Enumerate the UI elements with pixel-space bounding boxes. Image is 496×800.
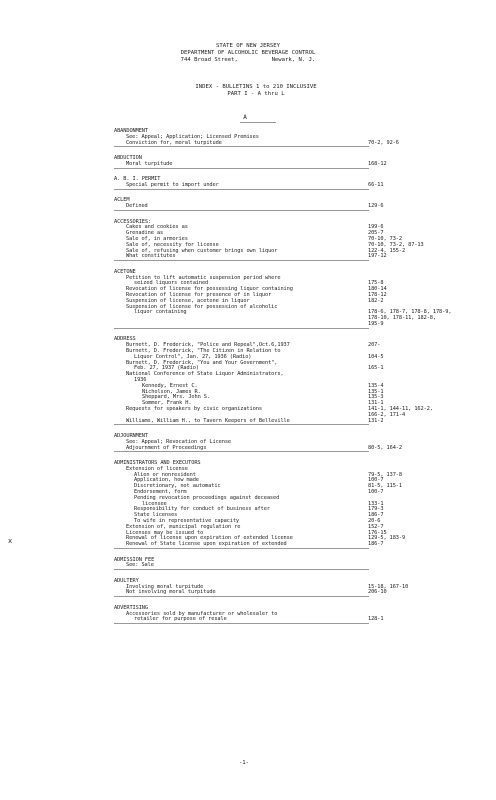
index-entry: Revocation of license for presence of in liquor (126, 292, 272, 298)
index-entry: Adjournment of Proceedings (126, 444, 207, 451)
index-entry: Special permit to import under (126, 182, 219, 188)
index-entry: Sale of, necessity for license (126, 241, 219, 248)
index-part: PART I - A thru L (227, 91, 285, 97)
index-page-ref: 70-2, 92-6 (368, 139, 399, 146)
index-heading: ABANDONMENT (114, 128, 148, 134)
index-entry: Liquor Control", Jan. 27, 1936 (Radio) (134, 353, 252, 360)
index-entry: Sale of, refusing when customer brings own liquor (126, 247, 278, 254)
index-entry: Sommer, Frank H. (142, 400, 192, 407)
index-entry: Petition to lift automatic suspension period where (126, 274, 281, 281)
index-entry: Defined (126, 203, 148, 210)
index-heading: ADMINISTRATORS AND EXECUTORS (114, 460, 201, 466)
index-page-ref: 182-2 (368, 297, 384, 304)
section-divider (114, 623, 369, 624)
index-page-ref: 122-4, 155-2 (368, 247, 406, 254)
page-number: -1- (238, 760, 250, 766)
section-divider (114, 168, 369, 169)
index-entry: licensee (142, 500, 167, 507)
index-heading: ACCESSORIES: (114, 218, 152, 225)
index-page-ref: 70-10, 73-2 (368, 236, 402, 242)
index-heading: ACETONE (114, 268, 136, 275)
index-entry: Extension of, municipal regulation re (126, 523, 241, 530)
index-page-ref: 133-1 (368, 500, 384, 507)
index-page-ref: 15-18, 167-10 (368, 583, 409, 590)
index-page-ref: 70-10, 73-2, 87-13 (368, 241, 424, 248)
index-heading: ABDUCTION (114, 155, 142, 161)
index-page-ref: 81-5, 115-1 (368, 483, 402, 490)
index-entry: Extension of license (126, 465, 188, 472)
index-title: INDEX - BULLETINS 1 to 210 INCLUSIVE (195, 84, 317, 90)
index-entry: National Conference of State Liquor Administrators, (126, 371, 284, 378)
index-page-ref: 205-7 (368, 230, 384, 237)
index-page-ref: 129-5, 183-9 (368, 535, 406, 542)
header-address: 744 Broad Street, Newark, N. J. (180, 57, 316, 63)
index-entry: Accessories sold by manufacturer or wholesaler to (126, 610, 278, 617)
index-heading: A. B. I. PERMIT (114, 176, 161, 183)
index-entry: Renewal of license upon expiration of extended license (126, 535, 293, 542)
index-entry: Kennedy, Ernest C. (142, 382, 198, 389)
index-page-ref: 66-11 (368, 182, 384, 188)
index-entry: Burnett, D. Frederick, "Police and Repeal",Oct.6,1937 (126, 342, 290, 349)
index-page-ref: 178-6, 178-7, 178-8, 178-9, (368, 309, 452, 316)
index-heading: ADJOURNMENT (114, 433, 148, 439)
index-entry: See: Sale (126, 562, 154, 569)
index-page-ref: 180-14 (368, 286, 387, 293)
index-page-ref: 131-2 (368, 417, 384, 424)
index-page-ref: 178-10, 178-11, 182-8, (368, 315, 436, 322)
index-page-ref: 195-9 (368, 321, 384, 327)
index-entry: Sheppard, Mrs. John S. (142, 394, 210, 401)
index-page-ref: 152-7 (368, 523, 384, 530)
index-page-ref: 165-1 (368, 365, 384, 372)
index-entry: Discretionary, not automatic (134, 483, 221, 490)
index-page-ref: 206-10 (368, 589, 387, 596)
section-letter: A (243, 114, 247, 121)
index-entry: Grenadine as (126, 230, 164, 237)
index-page-ref: 104-5 (368, 353, 384, 360)
index-entry: Conviction for, moral turpitude (126, 139, 222, 146)
index-entry: Nicholson, James R. (142, 388, 201, 395)
index-page-ref: 79-5, 137-8 (368, 471, 402, 478)
section-divider (114, 451, 369, 452)
section-divider (114, 210, 369, 211)
header-state: STATE OF NEW JERSEY (216, 43, 280, 49)
index-entry: retailer for purpose of resale (134, 616, 227, 623)
index-heading: ADVERTISING (114, 604, 148, 611)
section-divider (114, 569, 369, 570)
index-entry: Burnett, D. Frederick, "The Citizen in Relation to (126, 348, 281, 354)
section-divider (114, 328, 369, 329)
index-page-ref: 100-7 (368, 489, 384, 495)
index-page-ref: 176-15 (368, 529, 387, 536)
index-heading: ADMISSION FEE (114, 556, 155, 563)
index-entry: Suspension of license, acetone in liquor (126, 297, 250, 304)
margin-mark: x (8, 537, 13, 545)
index-entry: To wife in representative capacity (134, 518, 240, 524)
index-heading: ADULTERY (114, 577, 139, 584)
index-page-ref: 129-6 (368, 203, 384, 210)
index-page-ref: 135-3 (368, 394, 384, 401)
index-entry: Endorsement, form (134, 489, 187, 495)
index-entry: Feb. 27, 1937 (Radio) (134, 365, 199, 372)
index-page-ref: 135-1 (368, 388, 384, 395)
index-page-ref: 131-1 (368, 400, 384, 407)
section-divider (114, 260, 369, 261)
index-entry: Revocation of license for possessing liquor containing (126, 286, 293, 293)
index-entry: 1936 (134, 377, 147, 383)
index-entry: Suspension of license for possession of alcoholic (126, 303, 278, 310)
index-page-ref: 135-4 (368, 382, 384, 389)
header-department: DEPARTMENT OF ALCOHOLIC BEVERAGE CONTROL (180, 50, 316, 56)
index-entry: Cakes and cookies as (126, 224, 188, 231)
index-heading: ACLEM (114, 197, 130, 204)
index-entry: See: Appeal; Application; Licensed Premises (126, 133, 259, 140)
index-entry: seized liquors contained (134, 280, 209, 287)
index-heading: ADDRESS (114, 336, 136, 343)
index-entry: Responsibility for conduct of business after (134, 506, 270, 513)
index-page-ref: 199-6 (368, 224, 384, 231)
index-entry: Requests for speakers by civic organizations (126, 406, 262, 412)
index-page-ref: 178-12 (368, 292, 387, 298)
index-page-ref: 207- (368, 342, 381, 349)
index-page-ref: 141-1, 144-11, 162-2, (368, 406, 433, 412)
index-entry: State licenses (134, 512, 178, 519)
index-page-ref: 100-7 (368, 477, 384, 484)
index-page-ref: 128-1 (368, 616, 384, 623)
section-divider (114, 596, 369, 597)
index-entry: Burnett, D. Frederick, "You and Your Government", (126, 359, 278, 366)
index-page-ref: 179-3 (368, 506, 384, 513)
index-page-ref: 186-7 (368, 512, 384, 519)
index-page-ref: 20-6 (368, 518, 381, 524)
section-divider (114, 146, 369, 147)
index-entry: Williams, William H., to Tavern Keepers of Belleville (126, 417, 290, 424)
index-page-ref: 168-12 (368, 160, 387, 167)
index-entry: Alien or nonresident (134, 471, 196, 478)
index-page-ref: 197-12 (368, 253, 387, 260)
index-entry: Moral turpitude (126, 160, 173, 167)
index-entry: Application, how made (134, 477, 199, 484)
index-entry: What constitutes (126, 253, 176, 260)
section-divider (114, 424, 369, 425)
index-entry: See: Appeal; Revocation of License (126, 438, 232, 445)
index-entry: Not involving moral turpitude (126, 589, 216, 596)
index-entry: Involving moral turpitude (126, 583, 204, 590)
index-page-ref: 175-8 (368, 280, 384, 287)
index-entry: liquor containing (134, 309, 187, 316)
index-entry: Sale of, in armories (126, 236, 188, 242)
index-entry: Pending revocation proceedings against deceased (134, 494, 280, 501)
index-page-ref: 80-5, 164-2 (368, 444, 402, 451)
section-divider (114, 548, 369, 549)
index-entry: Licenses may be issued to (126, 529, 204, 536)
index-page-ref: 186-7 (368, 541, 384, 548)
section-letter-underline (240, 122, 276, 123)
section-divider (114, 189, 369, 190)
index-page-ref: 166-2, 171-4 (368, 411, 406, 418)
index-entry: Renewal of State license upon expiration of extended (126, 541, 287, 548)
